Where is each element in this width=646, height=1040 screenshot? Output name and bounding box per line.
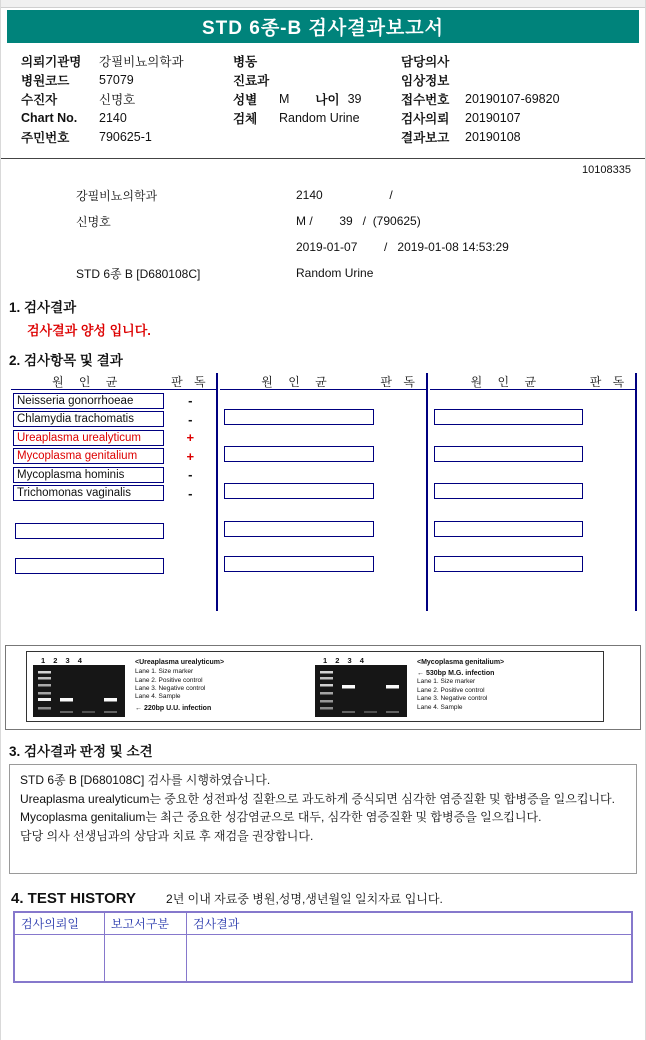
field-row	[21, 108, 233, 127]
field-row	[233, 108, 401, 127]
history-cell	[15, 935, 105, 981]
result-row	[11, 467, 216, 483]
meta-row	[1, 182, 645, 208]
field-label: Chart No.	[21, 110, 78, 125]
gel-legend-line: Lane 4. Sample	[417, 703, 463, 711]
field-row	[233, 89, 401, 108]
gel-panel-uu	[33, 656, 315, 717]
field-label: 접수번호	[401, 92, 450, 107]
empty-result-box	[434, 483, 583, 499]
field-row	[233, 70, 401, 89]
meta-chart-no: 2140 /	[296, 188, 393, 202]
field-value: 2140	[99, 110, 127, 125]
spacer	[11, 539, 216, 558]
gel-legend-line: Lane 3. Negative control	[135, 684, 206, 692]
gel-band-annotation: ← 530bp M.G. infection	[417, 670, 495, 678]
gel-electrophoresis-image	[33, 665, 125, 717]
field-value: 20190107-69820	[465, 91, 560, 106]
field-label: 나이	[315, 92, 340, 107]
field-value: 57079	[99, 72, 134, 87]
gel-legend-line: Lane 4. Sample	[135, 693, 181, 701]
field-row	[233, 51, 401, 70]
field-label: 주민번호	[21, 130, 70, 145]
field-value: 790625-1	[99, 129, 152, 144]
results-column-header	[430, 373, 635, 390]
gel-band-annotation: ← 220bp U.U. infection	[135, 704, 212, 712]
organism-header: 원 인 균	[51, 374, 124, 389]
section1-heading: 1. 검사결과	[9, 300, 77, 315]
results-table	[9, 373, 637, 611]
meta-specimen: Random Urine	[296, 266, 374, 280]
field-value: 20190107	[465, 110, 521, 125]
gel-legend-line: Lane 1. Size marker	[417, 678, 476, 686]
spacer	[11, 501, 216, 523]
result-row	[11, 485, 216, 501]
empty-result-box	[224, 446, 373, 462]
result-row	[11, 448, 216, 464]
window-top-edge	[1, 0, 645, 8]
meta-test-name: STD 6종 B [D680108C]	[76, 266, 201, 281]
empty-result-box	[434, 556, 583, 572]
history-cell	[105, 935, 187, 981]
meta-patient-name: 신명호	[76, 214, 111, 229]
empty-result-box	[224, 483, 373, 499]
gel-legend-line: Lane 3. Negative control	[417, 695, 488, 703]
field-value: 39	[347, 91, 362, 106]
field-row	[21, 70, 233, 89]
empty-result-box	[15, 558, 164, 574]
field-row	[21, 89, 233, 108]
spacer	[220, 462, 425, 483]
empty-result-box	[224, 521, 373, 537]
meta-sex-age-birth: M / 39 / (790625)	[296, 214, 421, 228]
organism-result: -	[188, 485, 193, 501]
field-row	[21, 51, 233, 70]
field-row	[21, 127, 233, 146]
history-cell	[187, 935, 631, 981]
gel-info-column	[413, 656, 504, 717]
history-col-request-date: 검사의뢰일	[15, 913, 105, 934]
organism-name-box: Trichomonas vaginalis	[13, 485, 164, 501]
field-row	[401, 127, 639, 146]
field-label: 의뢰기관명	[21, 54, 82, 69]
field-label: 검체	[233, 111, 258, 126]
field-label: 검사의뢰	[401, 111, 450, 126]
report-meta	[1, 182, 645, 286]
patient-header-col-left	[21, 51, 233, 146]
gel-image-section	[5, 645, 641, 730]
section4-heading: 4. TEST HISTORY	[11, 890, 137, 907]
result-row	[11, 393, 216, 409]
organism-name-box: Ureaplasma urealyticum	[13, 430, 164, 446]
gel-title: <Ureaplasma urealyticum>	[135, 659, 225, 666]
test-history-table	[13, 911, 633, 983]
result-row	[11, 411, 216, 427]
results-column-group-3	[428, 373, 637, 611]
spacer	[220, 390, 425, 409]
gel-electrophoresis-image	[315, 665, 407, 717]
history-col-report-type: 보고서구분	[105, 913, 187, 934]
findings-line: STD 6종 B [D680108C] 검사를 시행하였습니다.	[20, 773, 271, 787]
gel-image-column	[33, 656, 131, 717]
results-column-group-2	[218, 373, 427, 611]
field-label: 병원코드	[21, 73, 70, 88]
result-header: 판 독	[171, 374, 210, 389]
result-row	[11, 430, 216, 446]
spacer	[220, 537, 425, 556]
organism-name-box: Mycoplasma genitalium	[13, 448, 164, 464]
empty-result-box	[224, 556, 373, 572]
gel-image-frame	[26, 651, 604, 722]
field-value: M	[279, 91, 290, 106]
gel-panel-mg	[315, 656, 597, 717]
meta-row	[1, 260, 645, 286]
test-history-header	[11, 890, 635, 907]
test-history-empty-row	[15, 935, 631, 981]
field-label: 성별	[233, 92, 258, 107]
gel-info-column	[131, 656, 224, 717]
patient-header	[1, 43, 645, 150]
result-header: 판 독	[380, 374, 419, 389]
spacer	[430, 537, 635, 556]
organism-name-box: Mycoplasma hominis	[13, 467, 164, 483]
field-row	[401, 108, 639, 127]
test-history-note: 2년 이내 자료중 병원,성명,생년월일 일치자료 입니다.	[166, 892, 443, 906]
meta-row	[1, 208, 645, 234]
organism-result: -	[188, 411, 193, 427]
gel-lane-numbers: 1 2 3 4	[323, 656, 367, 665]
patient-header-col-middle	[233, 51, 401, 146]
organism-header: 원 인 균	[470, 374, 543, 389]
gel-legend-line: Lane 2. Positive control	[417, 686, 485, 694]
meta-dates: 2019-01-07 / 2019-01-08 14:53:29	[296, 240, 509, 254]
gel-legend-line: Lane 1. Size marker	[135, 668, 194, 676]
results-column-group-1	[9, 373, 218, 611]
field-row	[401, 89, 639, 108]
field-value: 신명호	[99, 92, 136, 107]
empty-result-box	[224, 409, 373, 425]
section2-heading: 2. 검사항목 및 결과	[9, 353, 123, 368]
gel-lane-numbers: 1 2 3 4	[41, 656, 85, 665]
history-col-result: 검사결과	[193, 917, 240, 931]
results-column-header	[220, 373, 425, 390]
spacer	[430, 390, 635, 409]
spacer	[220, 499, 425, 521]
gel-title: <Mycoplasma genitalium>	[417, 659, 505, 666]
field-value: 20190108	[465, 129, 521, 144]
report-title-bar	[7, 10, 639, 43]
field-label: 병동	[233, 54, 258, 69]
organism-name-box: Chlamydia trachomatis	[13, 411, 164, 427]
findings-line: 담당 의사 선생님과의 상담과 치료 후 재검을 권장합니다.	[20, 828, 314, 843]
meta-hospital: 강필비뇨의학과	[76, 188, 158, 203]
organism-name-box: Neisseria gonorrhoeae	[13, 393, 164, 409]
organism-result: -	[188, 393, 193, 408]
empty-result-box	[434, 446, 583, 462]
report-title: STD 6종-B 검사결과보고서	[201, 18, 444, 39]
organism-result: +	[186, 430, 195, 445]
gel-legend-line: Lane 2. Positive control	[135, 676, 203, 684]
organism-header: 원 인 균	[261, 374, 333, 389]
results-column-header	[11, 373, 216, 390]
field-label: 진료과	[233, 73, 270, 88]
section3-heading: 3. 검사결과 판정 및 소견	[9, 744, 153, 759]
empty-result-box	[434, 521, 583, 537]
organism-result: +	[186, 448, 195, 464]
meta-row	[1, 234, 645, 260]
spacer	[430, 462, 635, 483]
spacer	[430, 425, 635, 446]
field-row	[401, 70, 639, 89]
organism-result: -	[188, 467, 193, 482]
test-history-table-header	[15, 913, 631, 935]
field-value: Random Urine	[279, 110, 360, 125]
empty-result-box	[15, 523, 164, 539]
findings-box	[9, 764, 637, 874]
field-value: 강필비뇨의학과	[99, 54, 184, 69]
field-label: 담당의사	[401, 54, 450, 69]
result-header: 판 독	[589, 374, 629, 389]
gel-image-column	[315, 656, 413, 717]
findings-line: Ureaplasma urealyticum는 중요한 성전파성 질환으로 과도하게 증식되면 심각한 염증질환 및 합병증을 일으킵니다.	[20, 791, 615, 806]
spacer	[430, 499, 635, 521]
field-row	[401, 51, 639, 70]
field-label: 결과보고	[401, 130, 450, 145]
findings-line: Mycoplasma genitalium는 최근 중요한 성감염균으로 대두, 심각한 염증질환 및 합병증을 일으킵니다.	[20, 810, 542, 825]
document-number: 10108335	[582, 164, 631, 176]
patient-header-col-right	[401, 51, 639, 146]
spacer	[220, 425, 425, 446]
overall-result-text: 검사결과 양성 입니다.	[27, 323, 151, 338]
field-label: 임상정보	[401, 73, 450, 88]
empty-result-box	[434, 409, 583, 425]
field-label: 수진자	[21, 92, 58, 107]
